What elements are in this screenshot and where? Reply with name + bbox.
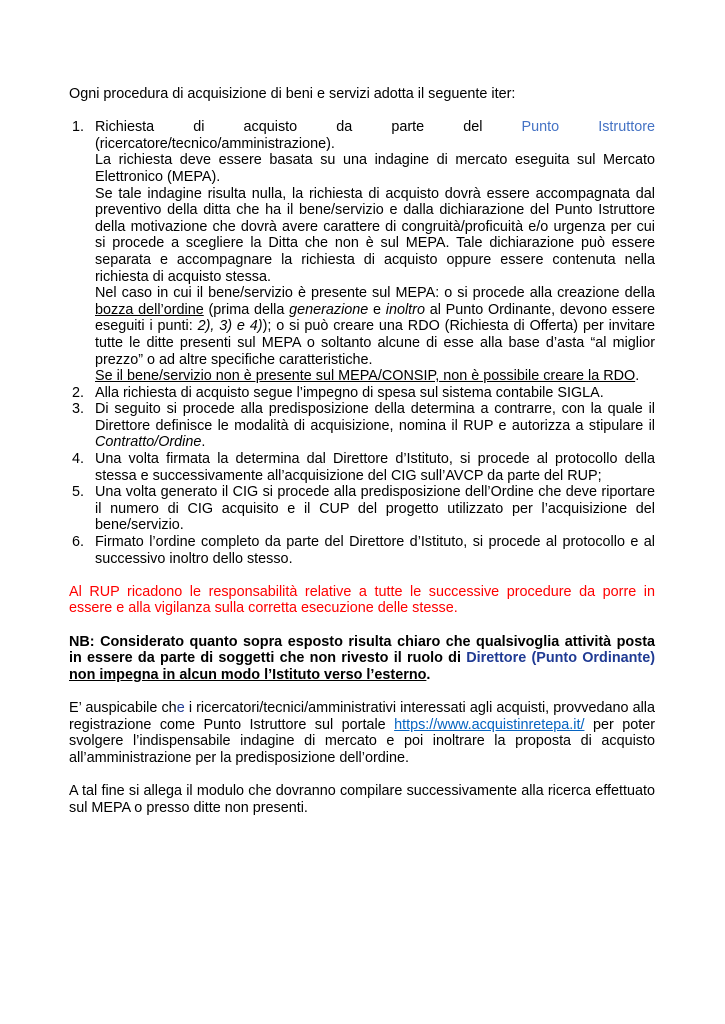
- step-1-paragraph-3: Nel caso in cui il bene/servizio è presente sul MEPA: o si procede alla creazione della bozza dell’ordine (prima della generazione e inoltro al Punto Ordinante, devono essere eseguiti i punti: 2), 3) e 4)); o si può creare una RDO (Richiesta di Offerta) per invitare tutte le ditte presenti sul MEPA o soltanto alcune di esse alla base d’asta “al miglior prezzo” o ad altre specifiche caratteristiche.: [95, 285, 656, 368]
- rup-responsibility-note: Al RUP ricadono le responsabilità relative a tutte le successive procedure da porre in essere e alla vigilanza sulla corretta esecuzione delle stesse.: [69, 583, 655, 617]
- step-number: 2.: [72, 384, 85, 401]
- step-number: 4.: [72, 451, 85, 468]
- nb-underlined-text: non impegna in alcun modo l’Istituto verso l’esterno: [69, 666, 427, 683]
- step-number: 1.: [72, 119, 85, 136]
- step-5: [69, 484, 655, 534]
- step-number: 6.: [72, 534, 85, 551]
- step-1-paragraph-1: La richiesta deve essere basata su una indagine di mercato eseguita sul Mercato Elettronico (MEPA).: [95, 152, 655, 185]
- step-2: [69, 385, 655, 402]
- nb-paragraph: NB: Considerato quanto sopra esposto risulta chiaro che qualsivoglia attività posta in essere da parte di soggetti che non rivesto il ruolo di Direttore (Punto Ordinante) non impegna in alcun modo l’Istituto verso l’esterno.: [69, 633, 655, 683]
- step-number: 3.: [72, 401, 85, 418]
- acquistinretepa-link[interactable]: https://www.acquistinretepa.it/: [394, 716, 585, 733]
- step-1-title: Richiesta di acquisto da parte del Punto Istruttore: [95, 119, 656, 136]
- step-4: [69, 451, 655, 484]
- step-6: [69, 534, 655, 567]
- direttore-highlight: Direttore (Punto Ordinante): [466, 650, 655, 667]
- intro-paragraph: Ogni procedura di acquisizione di beni e servizi adotta il seguente iter:: [69, 86, 516, 102]
- step-3-text: Di seguito si procede alla predisposizione della determina a contrarre, con la quale il Direttore definisce le modalità di acquisizione, nomina il RUP e autorizza a stipulare il: [95, 401, 655, 434]
- procedure-steps-list: [69, 119, 655, 567]
- step-2-text: Alla richiesta di acquisto segue l’impegno di spesa sul sistema contabile SIGLA.: [95, 384, 604, 401]
- bozza-ordine-underlined: bozza dell’ordine: [95, 301, 204, 318]
- punto-istruttore-highlight: Punto Istruttore: [521, 119, 656, 136]
- step-1-role: (ricercatore/tecnico/amministrazione).: [95, 135, 335, 152]
- step-1-paragraph-2: Se tale indagine risulta nulla, la richiesta di acquisto dovrà essere accompagnata dal preventivo della ditta che ha il bene/servizio e dalla dichiarazione del Punto Istruttore della motivazione che dovrà avere carattere di congruità/proficuità e/o urgenza per cui si procede a scegliere la Ditta che non è sul MEPA. Tale dichiarazione può essere separata e accompagnare la richiesta di acquisto oppure essere contenuta nella richiesta di acquisto stessa.: [95, 185, 655, 285]
- step-3: 3. Di seguito si procede alla predisposizione della determina a contrarre, con la quale il Direttore definisce le modalità di acquisizione, nomina il RUP e autorizza a stipulare il Contratto/Ordine.: [72, 401, 655, 451]
- auspicabile-paragraph: E’ auspicabile che i ricercatori/tecnici/amministrativi interessati agli acquisti, provvedano alla registrazione come Punto Istruttore sul portale https://www.acquistinretepa.it/ per poter svolgere l’indispensabile indagine di mercato e poi inoltrare la proposta di acquisto all’amministrazione per la predisposizione dell’ordine.: [69, 699, 656, 766]
- step-1: [69, 119, 655, 385]
- step-1-paragraph-4: Se il bene/servizio non è presente sul MEPA/CONSIP, non è possibile creare la RDO.: [95, 368, 640, 385]
- consip-note-underlined: Se il bene/servizio non è presente sul MEPA/CONSIP, non è possibile creare la RDO: [95, 368, 636, 385]
- step-5-text: Una volta generato il CIG si procede alla predisposizione dell’Ordine che deve riportare il numero di CIG acquisito e il CUP del progetto utilizzato per l’acquisizione del bene/servizio.: [95, 484, 655, 534]
- closing-paragraph: A tal fine si allega il modulo che dovranno compilare successivamente alla ricerca effettuato sul MEPA o presso ditte non presenti.: [69, 782, 655, 816]
- step-number: 5.: [72, 484, 85, 501]
- step-6-text: Firmato l’ordine completo da parte del Direttore d’Istituto, si procede al protocollo e al successivo inoltro dello stesso.: [95, 534, 655, 567]
- step-4-text: Una volta firmata la determina dal Direttore d’Istituto, si procede al protocollo della stessa e successivamente all’acquisizione del CIG sull’AVCP da parte del RUP;: [95, 451, 655, 484]
